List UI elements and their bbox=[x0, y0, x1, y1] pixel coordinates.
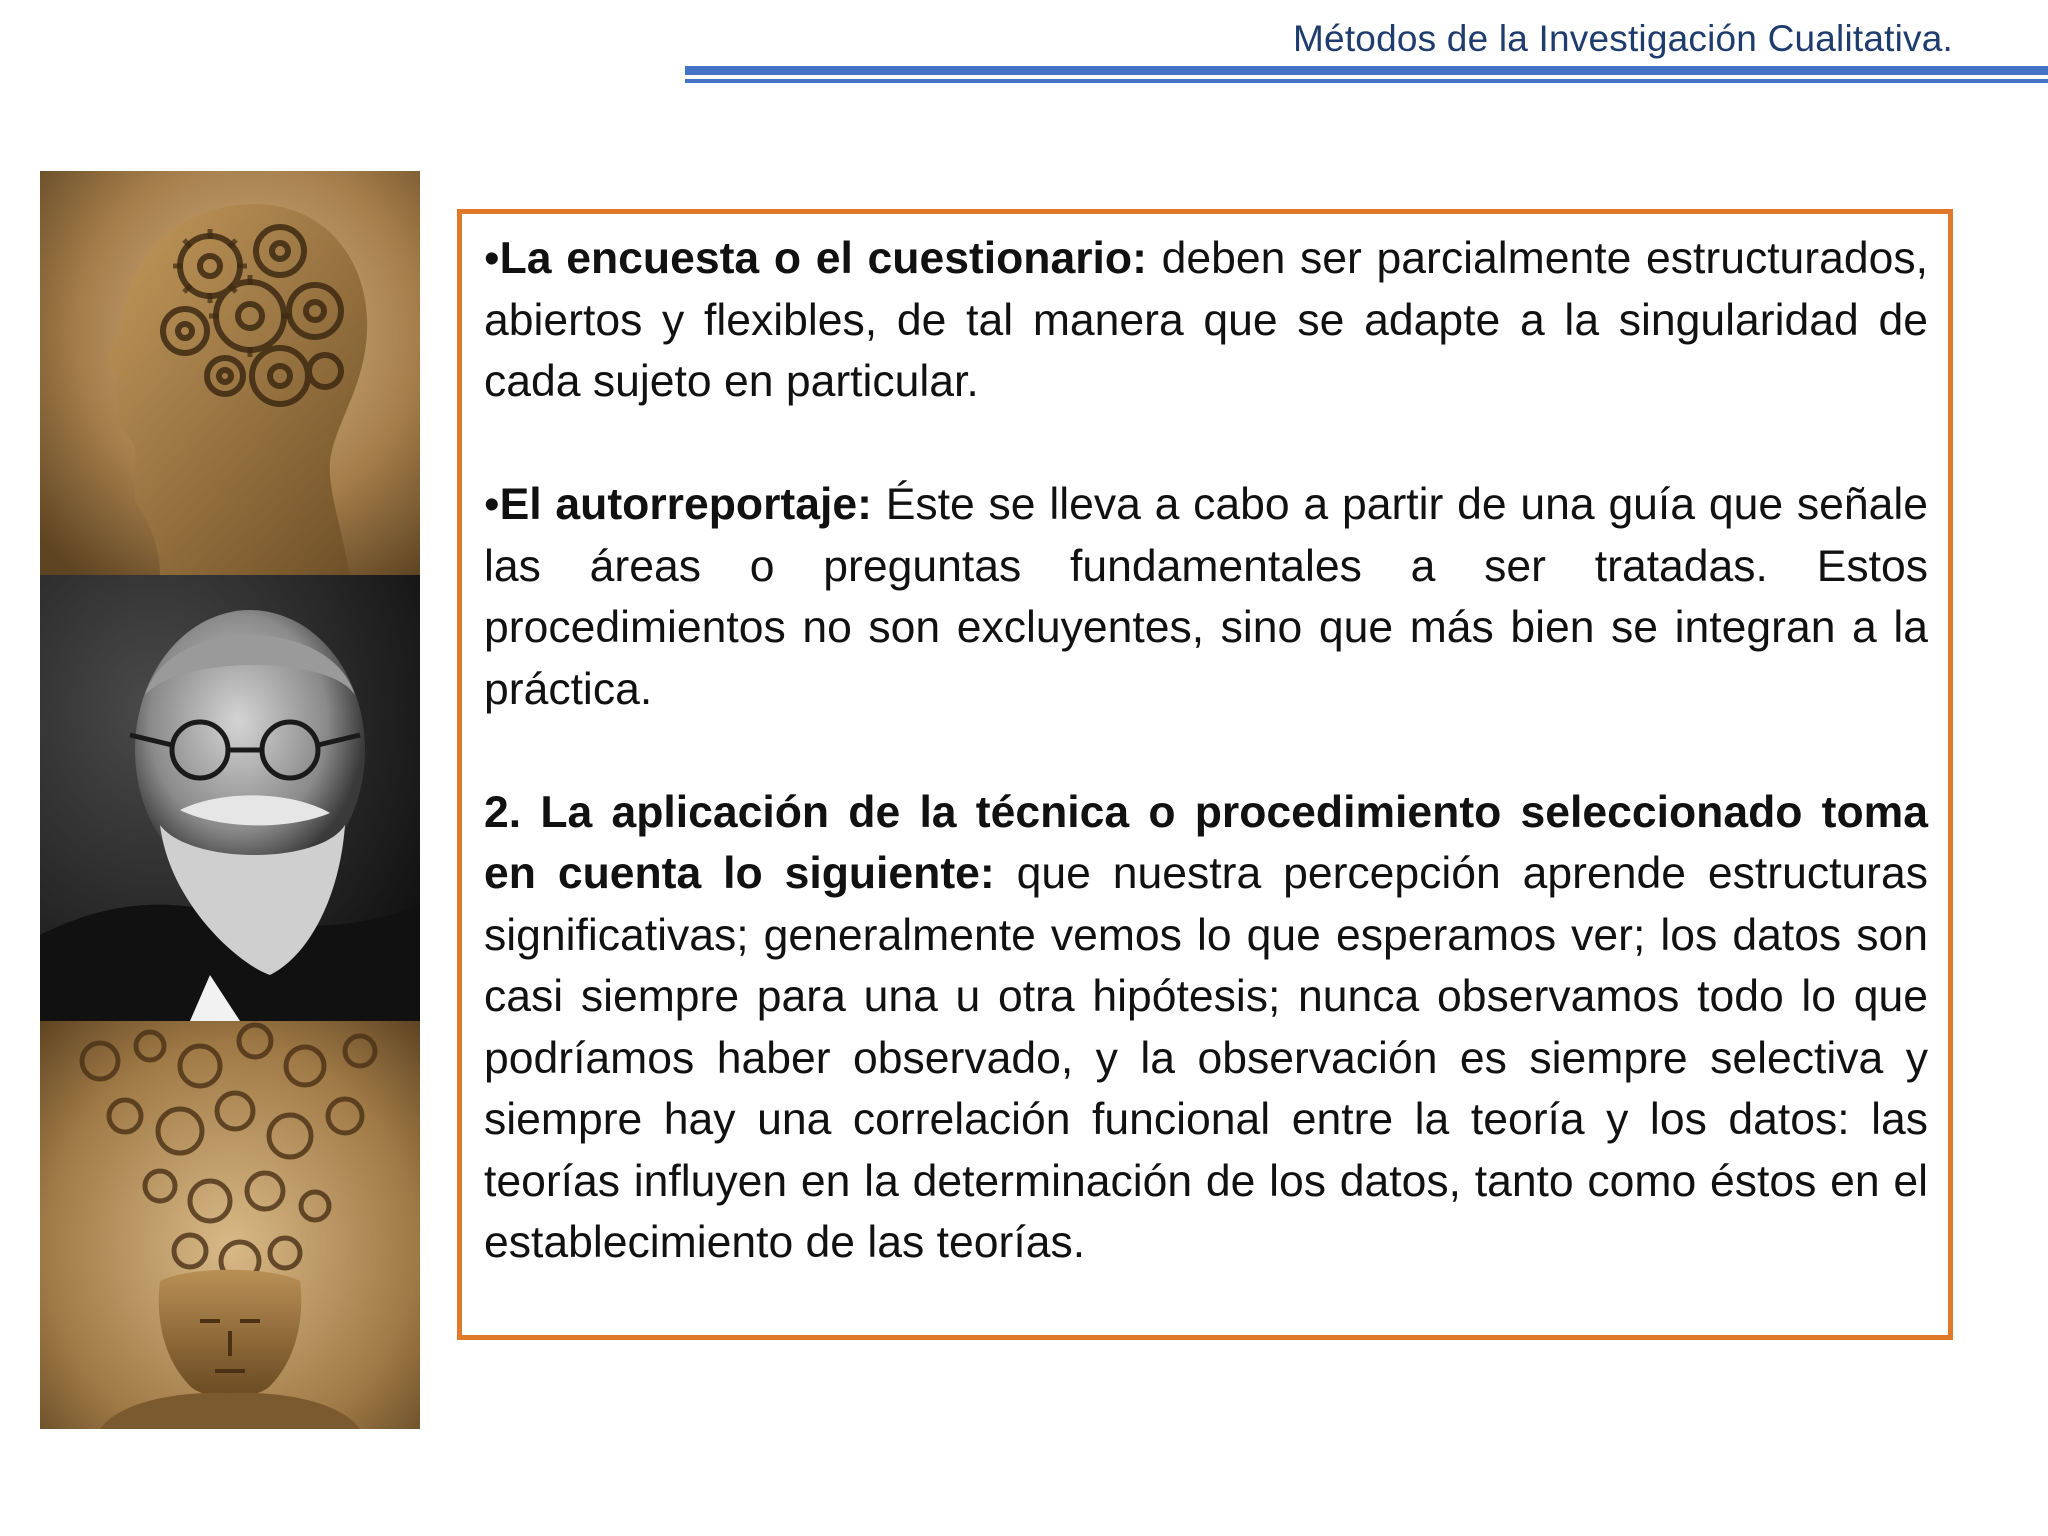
head-releasing-gears-image bbox=[40, 1021, 420, 1429]
image-strip bbox=[40, 171, 420, 1429]
header-rule-thick bbox=[685, 66, 2048, 75]
content-box bbox=[457, 209, 1953, 1340]
bullet: • bbox=[484, 234, 500, 283]
header-title: Métodos de la Investigación Cualitativa. bbox=[1293, 18, 1953, 59]
heading-encuesta: La encuesta o el cuestionario: bbox=[499, 234, 1147, 283]
header-rule-thin bbox=[685, 79, 2048, 83]
head-gears-profile-image bbox=[40, 171, 420, 575]
paragraph-autorreportaje bbox=[484, 474, 1928, 720]
body-autorreportaje: Éste se lleva a cabo a partir de una guía que señale las áreas o preguntas fundamentales a ser tratadas. Estos procedimientos no son excluyentes, sino que más bien se integran a la práctica. bbox=[484, 480, 1928, 714]
bullet: • bbox=[484, 480, 500, 529]
paragraph-encuesta bbox=[484, 228, 1928, 413]
heading-autorreportaje: El autorreportaje: bbox=[499, 480, 872, 529]
paragraph-aplicacion bbox=[484, 782, 1928, 1274]
body-aplicacion: que nuestra percepción aprende estructuras significativas; generalmente vemos lo que esperamos ver; los datos son casi siempre para una u otra hipótesis; nunca observamos todo lo que podríamos haber observado, y la observación es siempre selectiva y siempre hay una correlación funcional entre la teoría y los datos: las teorías influyen en la determinación de los datos, tanto como éstos en el establecimiento de las teorías. bbox=[484, 849, 1928, 1267]
header-rule bbox=[685, 66, 2048, 84]
portrait-image bbox=[40, 575, 420, 1021]
body-encuesta: deben ser parcialmente estructurados, abiertos y flexibles, de tal manera que se adapte a la singularidad de cada sujeto en particular. bbox=[484, 234, 1928, 406]
heading-aplicacion: 2. La aplicación de la técnica o procedimiento seleccionado toma en cuenta lo siguiente: bbox=[484, 787, 1928, 898]
